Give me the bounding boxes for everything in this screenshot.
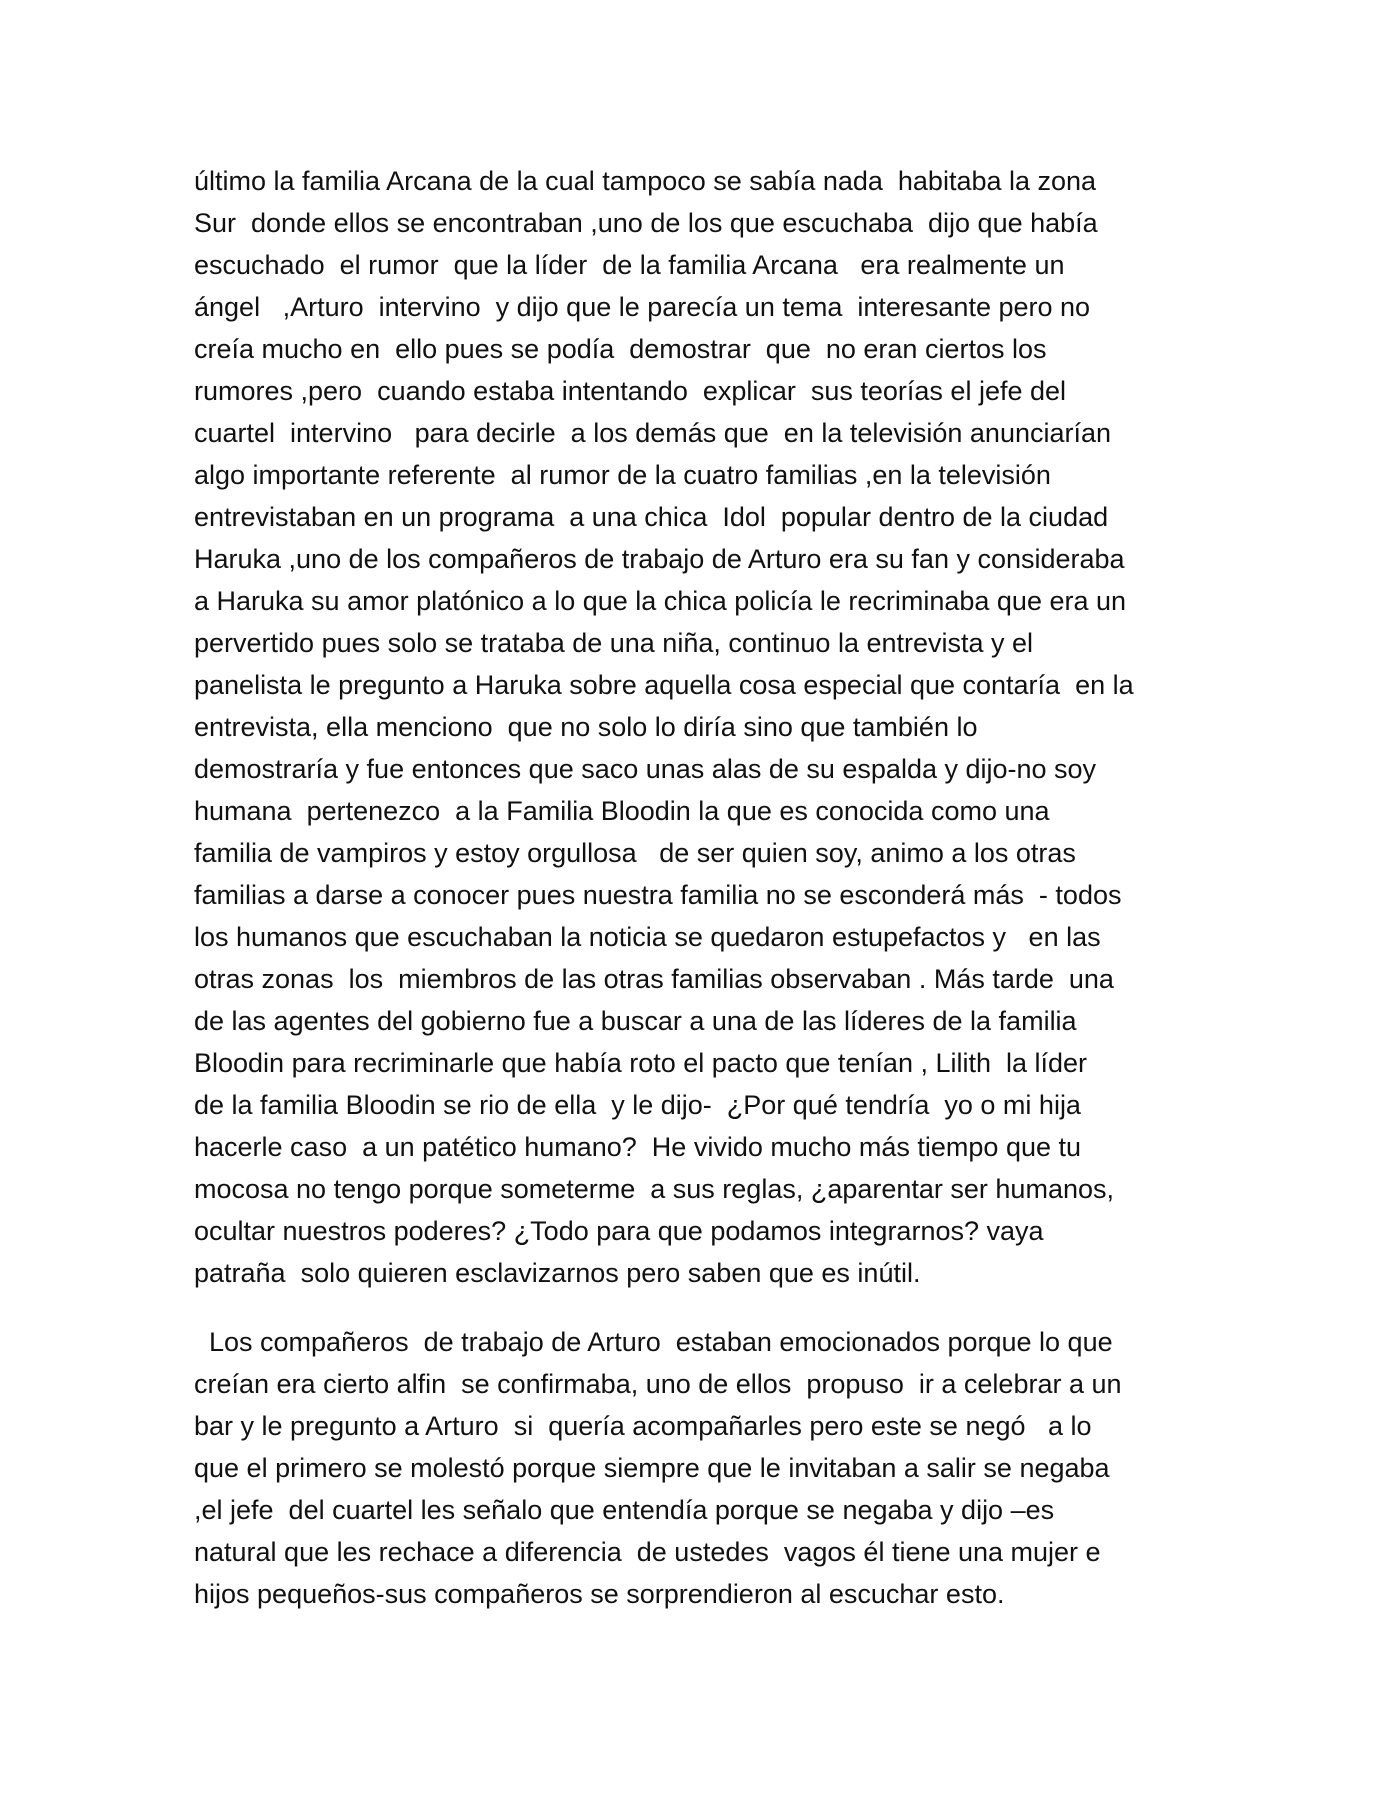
text-line: ,el jefe del cuartel les señalo que entendía porque se negaba y dijo –es	[194, 1495, 1055, 1525]
text-line: hacerle caso a un patético humano? He vivido mucho más tiempo que tu	[194, 1132, 1082, 1162]
text-line: familias a darse a conocer pues nuestra familia no se esconderá más - todos	[194, 880, 1122, 910]
text-line: humana pertenezco a la Familia Bloodin la que es conocida como una	[194, 796, 1050, 826]
paragraph-2	[194, 1321, 1224, 1615]
text-line: de la familia Bloodin se rio de ella y le dijo- ¿Por qué tendría yo o mi hija	[194, 1090, 1081, 1120]
text-line: cuartel intervino para decirle a los demás que en la televisión anunciarían	[194, 418, 1112, 448]
text-line: escuchado el rumor que la líder de la familia Arcana era realmente un	[194, 250, 1065, 280]
text-line: creía mucho en ello pues se podía demostrar que no eran ciertos los	[194, 334, 1047, 364]
text-line: Los compañeros de trabajo de Arturo estaban emocionados porque lo que	[194, 1327, 1113, 1357]
text-line: demostraría y fue entonces que saco unas alas de su espalda y dijo-no soy	[194, 754, 1097, 784]
text-line: natural que les rechace a diferencia de ustedes vagos él tiene una mujer e	[194, 1537, 1101, 1567]
text-line: otras zonas los miembros de las otras familias observaban . Más tarde una	[194, 964, 1114, 994]
text-line: ángel ,Arturo intervino y dijo que le parecía un tema interesante pero no	[194, 292, 1091, 322]
text-line: entrevistaban en un programa a una chica Idol popular dentro de la ciudad	[194, 502, 1109, 532]
text-line: panelista le pregunto a Haruka sobre aquella cosa especial que contaría en la	[194, 670, 1134, 700]
text-line: de las agentes del gobierno fue a buscar a una de las líderes de la familia	[194, 1006, 1077, 1036]
text-line: los humanos que escuchaban la noticia se quedaron estupefactos y en las	[194, 922, 1101, 952]
text-line: que el primero se molestó porque siempre que le invitaban a salir se negaba	[194, 1453, 1110, 1483]
text-line: Bloodin para recriminarle que había roto el pacto que tenían , Lilith la líder	[194, 1048, 1088, 1078]
text-line: entrevista, ella menciono que no solo lo diría sino que también lo	[194, 712, 978, 742]
text-line: hijos pequeños-sus compañeros se sorprendieron al escuchar esto.	[194, 1579, 1005, 1609]
text-line: creían era cierto alfin se confirmaba, uno de ellos propuso ir a celebrar a un	[194, 1369, 1122, 1399]
text-line: algo importante referente al rumor de la cuatro familias ,en la televisión	[194, 460, 1051, 490]
text-line: patraña solo quieren esclavizarnos pero saben que es inútil.	[194, 1258, 921, 1288]
text-line: bar y le pregunto a Arturo si quería acompañarles pero este se negó a lo	[194, 1411, 1092, 1441]
text-line: pervertido pues solo se trataba de una niña, continuo la entrevista y el	[194, 628, 1034, 658]
text-line: Sur donde ellos se encontraban ,uno de los que escuchaba dijo que había	[194, 208, 1098, 238]
text-line: rumores ,pero cuando estaba intentando explicar sus teorías el jefe del	[194, 376, 1067, 406]
paragraph-1	[194, 160, 1224, 1294]
text-line: familia de vampiros y estoy orgullosa de ser quien soy, animo a los otras	[194, 838, 1076, 868]
text-line: mocosa no tengo porque someterme a sus reglas, ¿aparentar ser humanos,	[194, 1174, 1114, 1204]
text-line: último la familia Arcana de la cual tampoco se sabía nada habitaba la zona	[194, 166, 1097, 196]
text-line: a Haruka su amor platónico a lo que la chica policía le recriminaba que era un	[194, 586, 1127, 616]
text-line: Haruka ,uno de los compañeros de trabajo de Arturo era su fan y consideraba	[194, 544, 1125, 574]
text-line: ocultar nuestros poderes? ¿Todo para que podamos integrarnos? vaya	[194, 1216, 1044, 1246]
